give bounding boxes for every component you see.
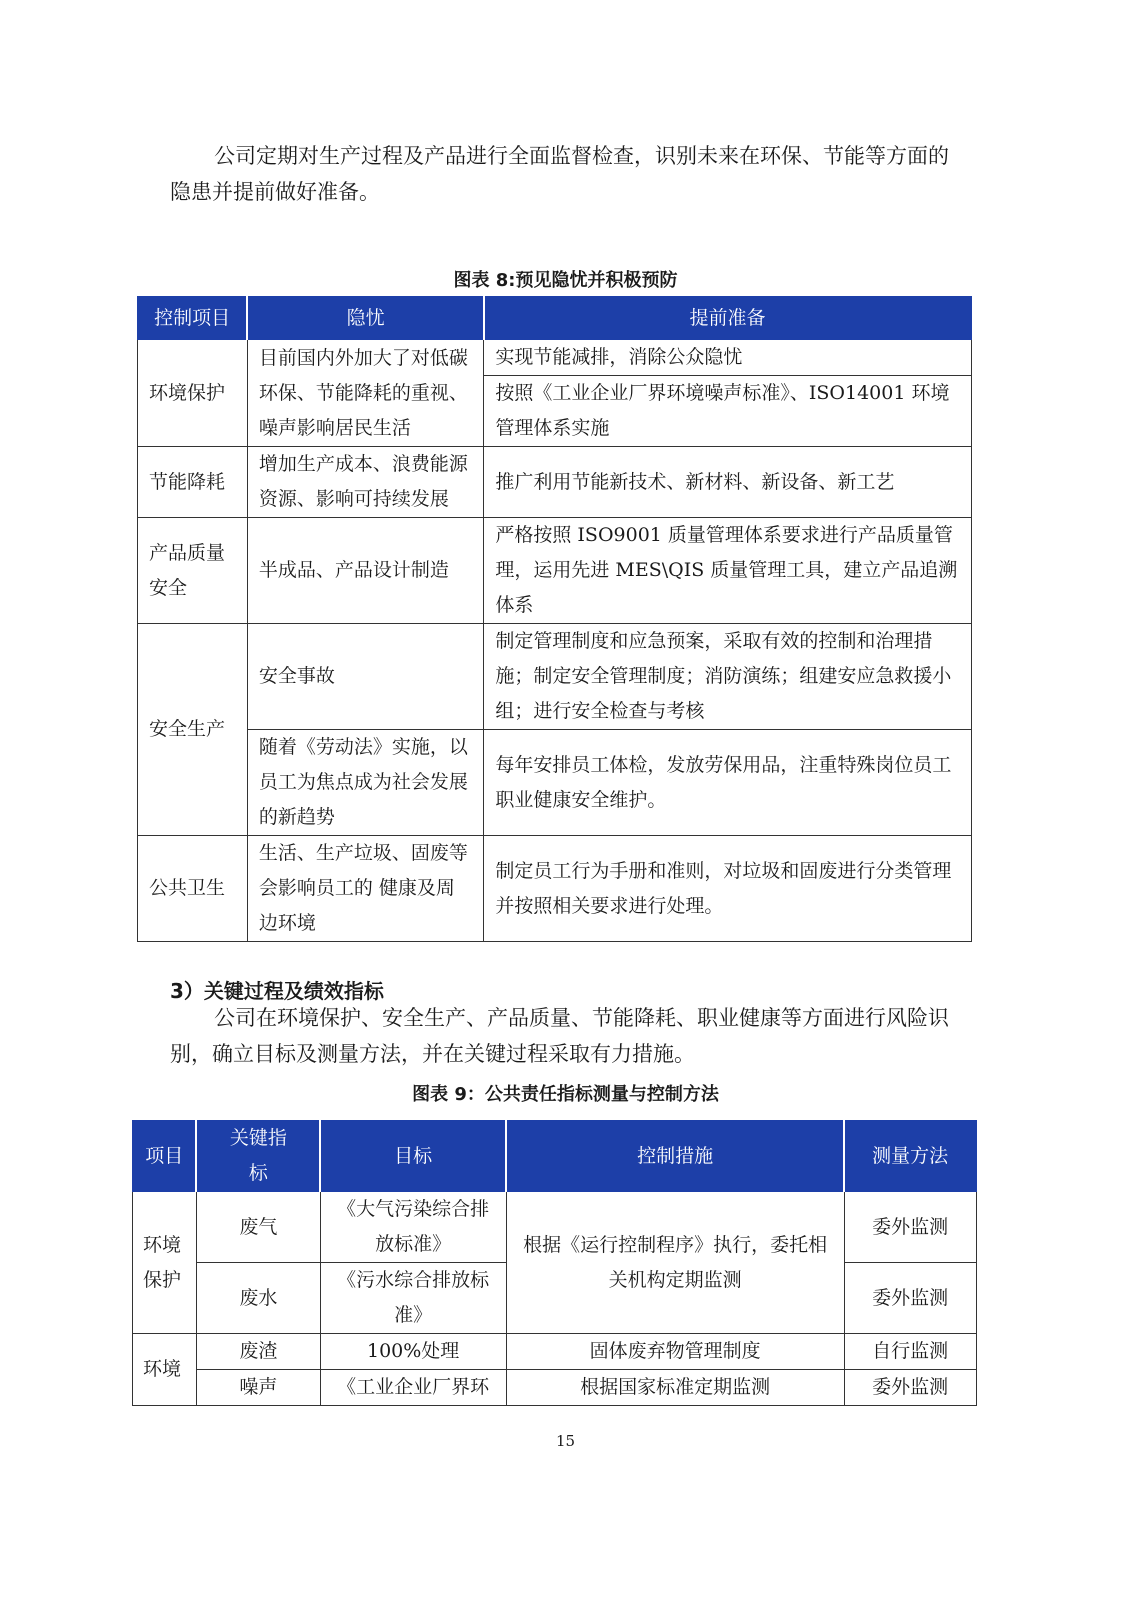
target-cell: 100%处理 [320,1334,506,1370]
table-row [138,518,972,624]
preparation-cell: 制定员工行为手册和准则，对垃圾和固废进行分类管理并按照相关要求进行处理。 [484,836,971,942]
concern-cell: 半成品、产品设计制造 [247,518,484,624]
column-header: 控制项目 [138,297,248,340]
column-header: 关键指标 [196,1121,320,1192]
method-cell: 委外监测 [844,1192,976,1263]
table-row [133,1334,977,1370]
control-item-cell: 产品质量安全 [138,518,248,624]
preparation-cell: 推广利用节能新技术、新材料、新设备、新工艺 [484,447,971,518]
table9-responsibility-indicators [132,1120,977,1406]
target-cell: 《大气污染综合排放标准》 [320,1192,506,1263]
indicator-cell: 废渣 [196,1334,320,1370]
column-header: 项目 [133,1121,197,1192]
concern-cell: 增加生产成本、浪费能源资源、影响可持续发展 [247,447,484,518]
indicator-cell: 废水 [196,1263,320,1334]
page-number: 15 [555,1432,576,1450]
target-cell: 《工业企业厂界环 [320,1370,506,1406]
control-cell: 固体废弃物管理制度 [506,1334,844,1370]
control-cell: 根据《运行控制程序》执行，委托相关机构定期监测 [506,1192,844,1334]
control-item-cell: 安全生产 [138,624,248,836]
preparation-cell: 每年安排员工体检，发放劳保用品，注重特殊岗位员工职业健康安全维护。 [484,730,971,836]
control-item-cell: 环境保护 [138,340,248,447]
table-row [138,836,972,942]
table-row [138,447,972,518]
preparation-cell: 按照《工业企业厂界环境噪声标准》、ISO14001 环境管理体系实施 [484,376,971,447]
concern-cell: 随着《劳动法》实施，以员工为焦点成为社会发展的新趋势 [247,730,484,836]
control-item-cell: 公共卫生 [138,836,248,942]
column-header: 提前准备 [484,297,971,340]
project-cell: 环境 [133,1334,197,1406]
indicator-cell: 噪声 [196,1370,320,1406]
control-cell: 根据国家标准定期监测 [506,1370,844,1406]
column-header: 测量方法 [844,1121,976,1192]
section-heading: 3）关键过程及绩效指标 [170,979,384,1003]
concern-cell: 目前国内外加大了对低碳环保、节能降耗的重视、噪声影响居民生活 [247,340,484,447]
table8-caption: 图表 8:预见隐忧并积极预防 [453,270,678,291]
target-cell: 《污水综合排放标准》 [320,1263,506,1334]
control-item-cell: 节能降耗 [138,447,248,518]
column-header: 目标 [320,1121,506,1192]
intro-paragraph: 公司定期对生产过程及产品进行全面监督检查，识别未来在环保、节能等方面的隐患并提前做好准备。 [170,144,949,204]
method-cell: 委外监测 [844,1370,976,1406]
project-cell: 环境保护 [133,1192,197,1334]
method-cell: 自行监测 [844,1334,976,1370]
concern-cell: 安全事故 [247,624,484,730]
table9-caption: 图表 9：公共责任指标测量与控制方法 [412,1084,719,1105]
table-row [133,1370,977,1406]
indicator-cell: 废气 [196,1192,320,1263]
table-row [138,624,972,730]
table-row [138,730,972,836]
concern-cell: 生活、生产垃圾、固废等会影响员工的 健康及周边环境 [247,836,484,942]
table8-risk-prevention [137,296,972,942]
column-header: 隐忧 [247,297,484,340]
table-row [138,340,972,376]
preparation-cell: 制定管理制度和应急预案，采取有效的控制和治理措施；制定安全管理制度；消防演练；组建安应急救援小组；进行安全检查与考核 [484,624,971,730]
table-row [133,1192,977,1263]
preparation-cell: 严格按照 ISO9001 质量管理体系要求进行产品质量管理，运用先进 MES\QIS 质量管理工具，建立产品追溯体系 [484,518,971,624]
table-header-row [138,297,972,340]
section-paragraph: 公司在环境保护、安全生产、产品质量、节能降耗、职业健康等方面进行风险识别，确立目标及测量方法，并在关键过程采取有力措施。 [170,1006,949,1066]
preparation-cell: 实现节能减排，消除公众隐忧 [484,340,971,376]
method-cell: 委外监测 [844,1263,976,1334]
table-header-row [133,1121,977,1192]
column-header: 控制措施 [506,1121,844,1192]
